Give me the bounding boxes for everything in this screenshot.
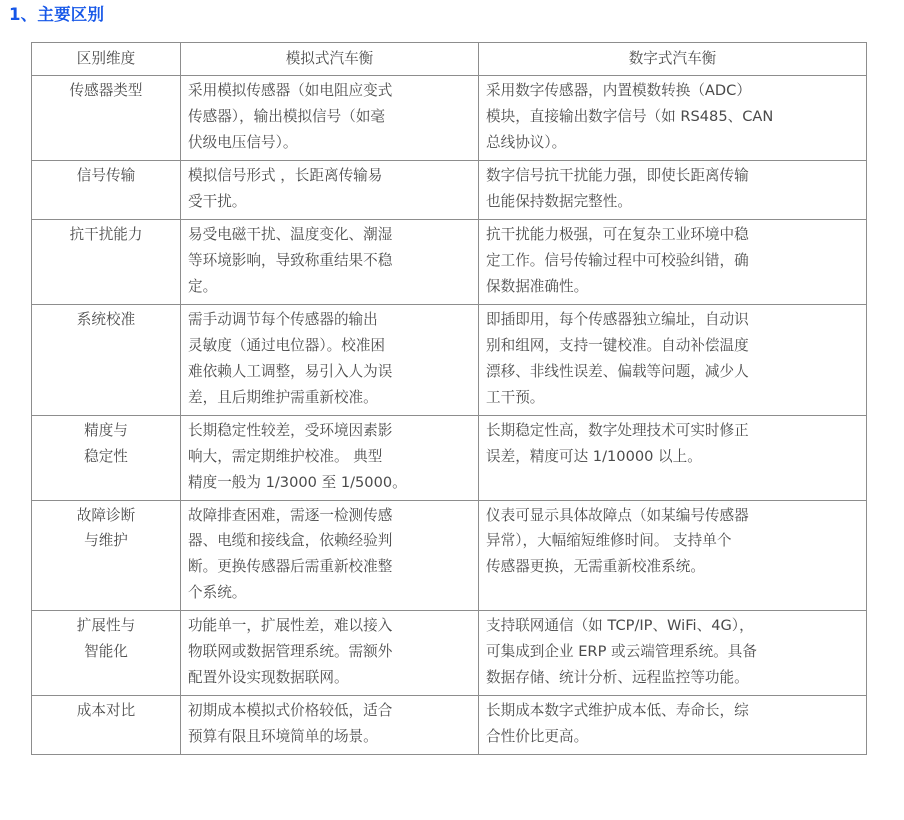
- text-line: 总线协议）。: [486, 133, 567, 151]
- text-line: 抗干扰能力: [69, 225, 143, 243]
- text-line: 响大，需定期维护校准。 典型: [188, 447, 383, 465]
- text-line: 伏级电压信号）。: [188, 133, 298, 151]
- text-line: 采用数字传感器，内置模数转换（ADC）: [486, 81, 751, 99]
- text-line: 数据存储、统计分析、远程监控等功能。: [486, 669, 749, 687]
- cell-dimension: [32, 415, 181, 500]
- column-header-digital: 数字式汽车衡: [479, 43, 867, 76]
- text-line: 支持联网通信（如 TCP/IP、WiFi、4G），: [486, 617, 754, 635]
- text-line: 与维护: [84, 532, 128, 550]
- text-line: 传感器更换，无需重新校准系统。: [486, 558, 705, 576]
- table-row: [32, 219, 867, 304]
- cell-dimension: [32, 696, 181, 755]
- cell-digital: [479, 304, 867, 415]
- text-line: 别和组网，支持一键校准。自动补偿温度: [486, 336, 749, 354]
- text-line: 难依赖人工调整，易引入人为误: [188, 362, 393, 380]
- text-line: 故障排查困难，需逐一检测传感: [188, 506, 393, 524]
- cell-dimension: [32, 160, 181, 219]
- text-line: 漂移、非线性误差、偏载等问题，减少人: [486, 362, 749, 380]
- text-line: 精度一般为 1/3000 至 1/5000。: [188, 473, 407, 491]
- cell-analog: [181, 160, 479, 219]
- text-line: 仪表可显示具体故障点（如某编号传感器: [486, 506, 749, 524]
- cell-dimension: [32, 219, 181, 304]
- cell-analog: [181, 415, 479, 500]
- text-line: 可集成到企业 ERP 或云端管理系统。具备: [486, 643, 757, 661]
- cell-dimension: [32, 75, 181, 160]
- cell-analog: [181, 696, 479, 755]
- cell-analog: [181, 611, 479, 696]
- cell-dimension: [32, 500, 181, 611]
- table-row: [32, 75, 867, 160]
- cell-analog: [181, 75, 479, 160]
- table-row: [32, 696, 867, 755]
- text-line: 故障诊断: [76, 506, 136, 524]
- text-line: 稳定性: [84, 447, 128, 465]
- text-line: 个系统。: [188, 584, 247, 602]
- text-line: 传感器），输出模拟信号（如毫: [188, 107, 386, 125]
- column-header-dimension: 区别维度: [32, 43, 181, 76]
- text-line: 灵敏度（通过电位器）。校准困: [188, 336, 386, 354]
- table-row: [32, 611, 867, 696]
- text-line: 需手动调节每个传感器的输出: [188, 310, 378, 328]
- text-line: 信号传输: [76, 166, 136, 184]
- text-line: 系统校准: [76, 310, 136, 328]
- text-line: 成本对比: [76, 702, 136, 720]
- text-line: 抗干扰能力极强，可在复杂工业环境中稳: [486, 225, 749, 243]
- comparison-table: [31, 42, 867, 755]
- text-line: 物联网或数据管理系统。需额外: [188, 643, 393, 661]
- cell-analog: [181, 304, 479, 415]
- text-line: 器、电缆和接线盒，依赖经验判: [188, 532, 393, 550]
- text-line: 易受电磁干扰、温度变化、潮湿: [188, 225, 393, 243]
- text-line: 误差，精度可达 1/10000 以上。: [486, 447, 702, 465]
- text-line: 扩展性与: [76, 617, 136, 635]
- cell-digital: [479, 611, 867, 696]
- text-line: 差，且后期维护需重新校准。: [188, 388, 378, 406]
- text-line: 定。: [188, 277, 218, 295]
- text-line: 功能单一，扩展性差，难以接入: [188, 617, 393, 635]
- cell-digital: [479, 75, 867, 160]
- text-line: 模块，直接输出数字信号（如 RS485、CAN: [486, 107, 774, 125]
- text-line: 长期成本数字式维护成本低、寿命长，综: [486, 702, 749, 720]
- text-line: 精度与: [84, 421, 128, 439]
- text-line: 保数据准确性。: [486, 277, 589, 295]
- text-line: 合性价比更高。: [486, 728, 589, 746]
- table-header: [32, 43, 867, 76]
- text-line: 传感器类型: [69, 81, 143, 99]
- cell-analog: [181, 500, 479, 611]
- text-line: 数字信号抗干扰能力强，即使长距离传输: [486, 166, 749, 184]
- cell-digital: [479, 415, 867, 500]
- table-body: [32, 75, 867, 754]
- table-header-row: [32, 43, 867, 76]
- text-line: 配置外设实现数据联网。: [188, 669, 349, 687]
- text-line: 长期稳定性较差，受环境因素影: [188, 421, 393, 439]
- text-line: 模拟信号形式 ，长距离传输易: [188, 166, 383, 184]
- cell-digital: [479, 160, 867, 219]
- page-title: 1、主要区别: [9, 5, 105, 24]
- cell-digital: [479, 696, 867, 755]
- cell-dimension: [32, 611, 181, 696]
- text-line: 异常），大幅缩短维修时间。 支持单个: [486, 532, 732, 550]
- text-line: 定工作。信号传输过程中可校验纠错，确: [486, 251, 749, 269]
- table-row: [32, 415, 867, 500]
- text-line: 工干预。: [486, 388, 545, 406]
- cell-digital: [479, 219, 867, 304]
- text-line: 初期成本模拟式价格较低，适合: [188, 702, 393, 720]
- text-line: 长期稳定性高，数字处理技术可实时修正: [486, 421, 749, 439]
- column-header-analog: 模拟式汽车衡: [181, 43, 479, 76]
- text-line: 受干扰。: [188, 192, 247, 210]
- text-line: 断。更换传感器后需重新校准整: [188, 558, 393, 576]
- text-line: 也能保持数据完整性。: [486, 192, 632, 210]
- table-row: [32, 304, 867, 415]
- text-line: 等环境影响，导致称重结果不稳: [188, 251, 393, 269]
- text-line: 智能化: [84, 643, 128, 661]
- cell-dimension: [32, 304, 181, 415]
- cell-analog: [181, 219, 479, 304]
- text-line: 采用模拟传感器（如电阻应变式: [188, 81, 393, 99]
- cell-digital: [479, 500, 867, 611]
- text-line: 预算有限且环境简单的场景。: [188, 728, 378, 746]
- text-line: 即插即用，每个传感器独立编址，自动识: [486, 310, 749, 328]
- table-row: [32, 500, 867, 611]
- table-row: [32, 160, 867, 219]
